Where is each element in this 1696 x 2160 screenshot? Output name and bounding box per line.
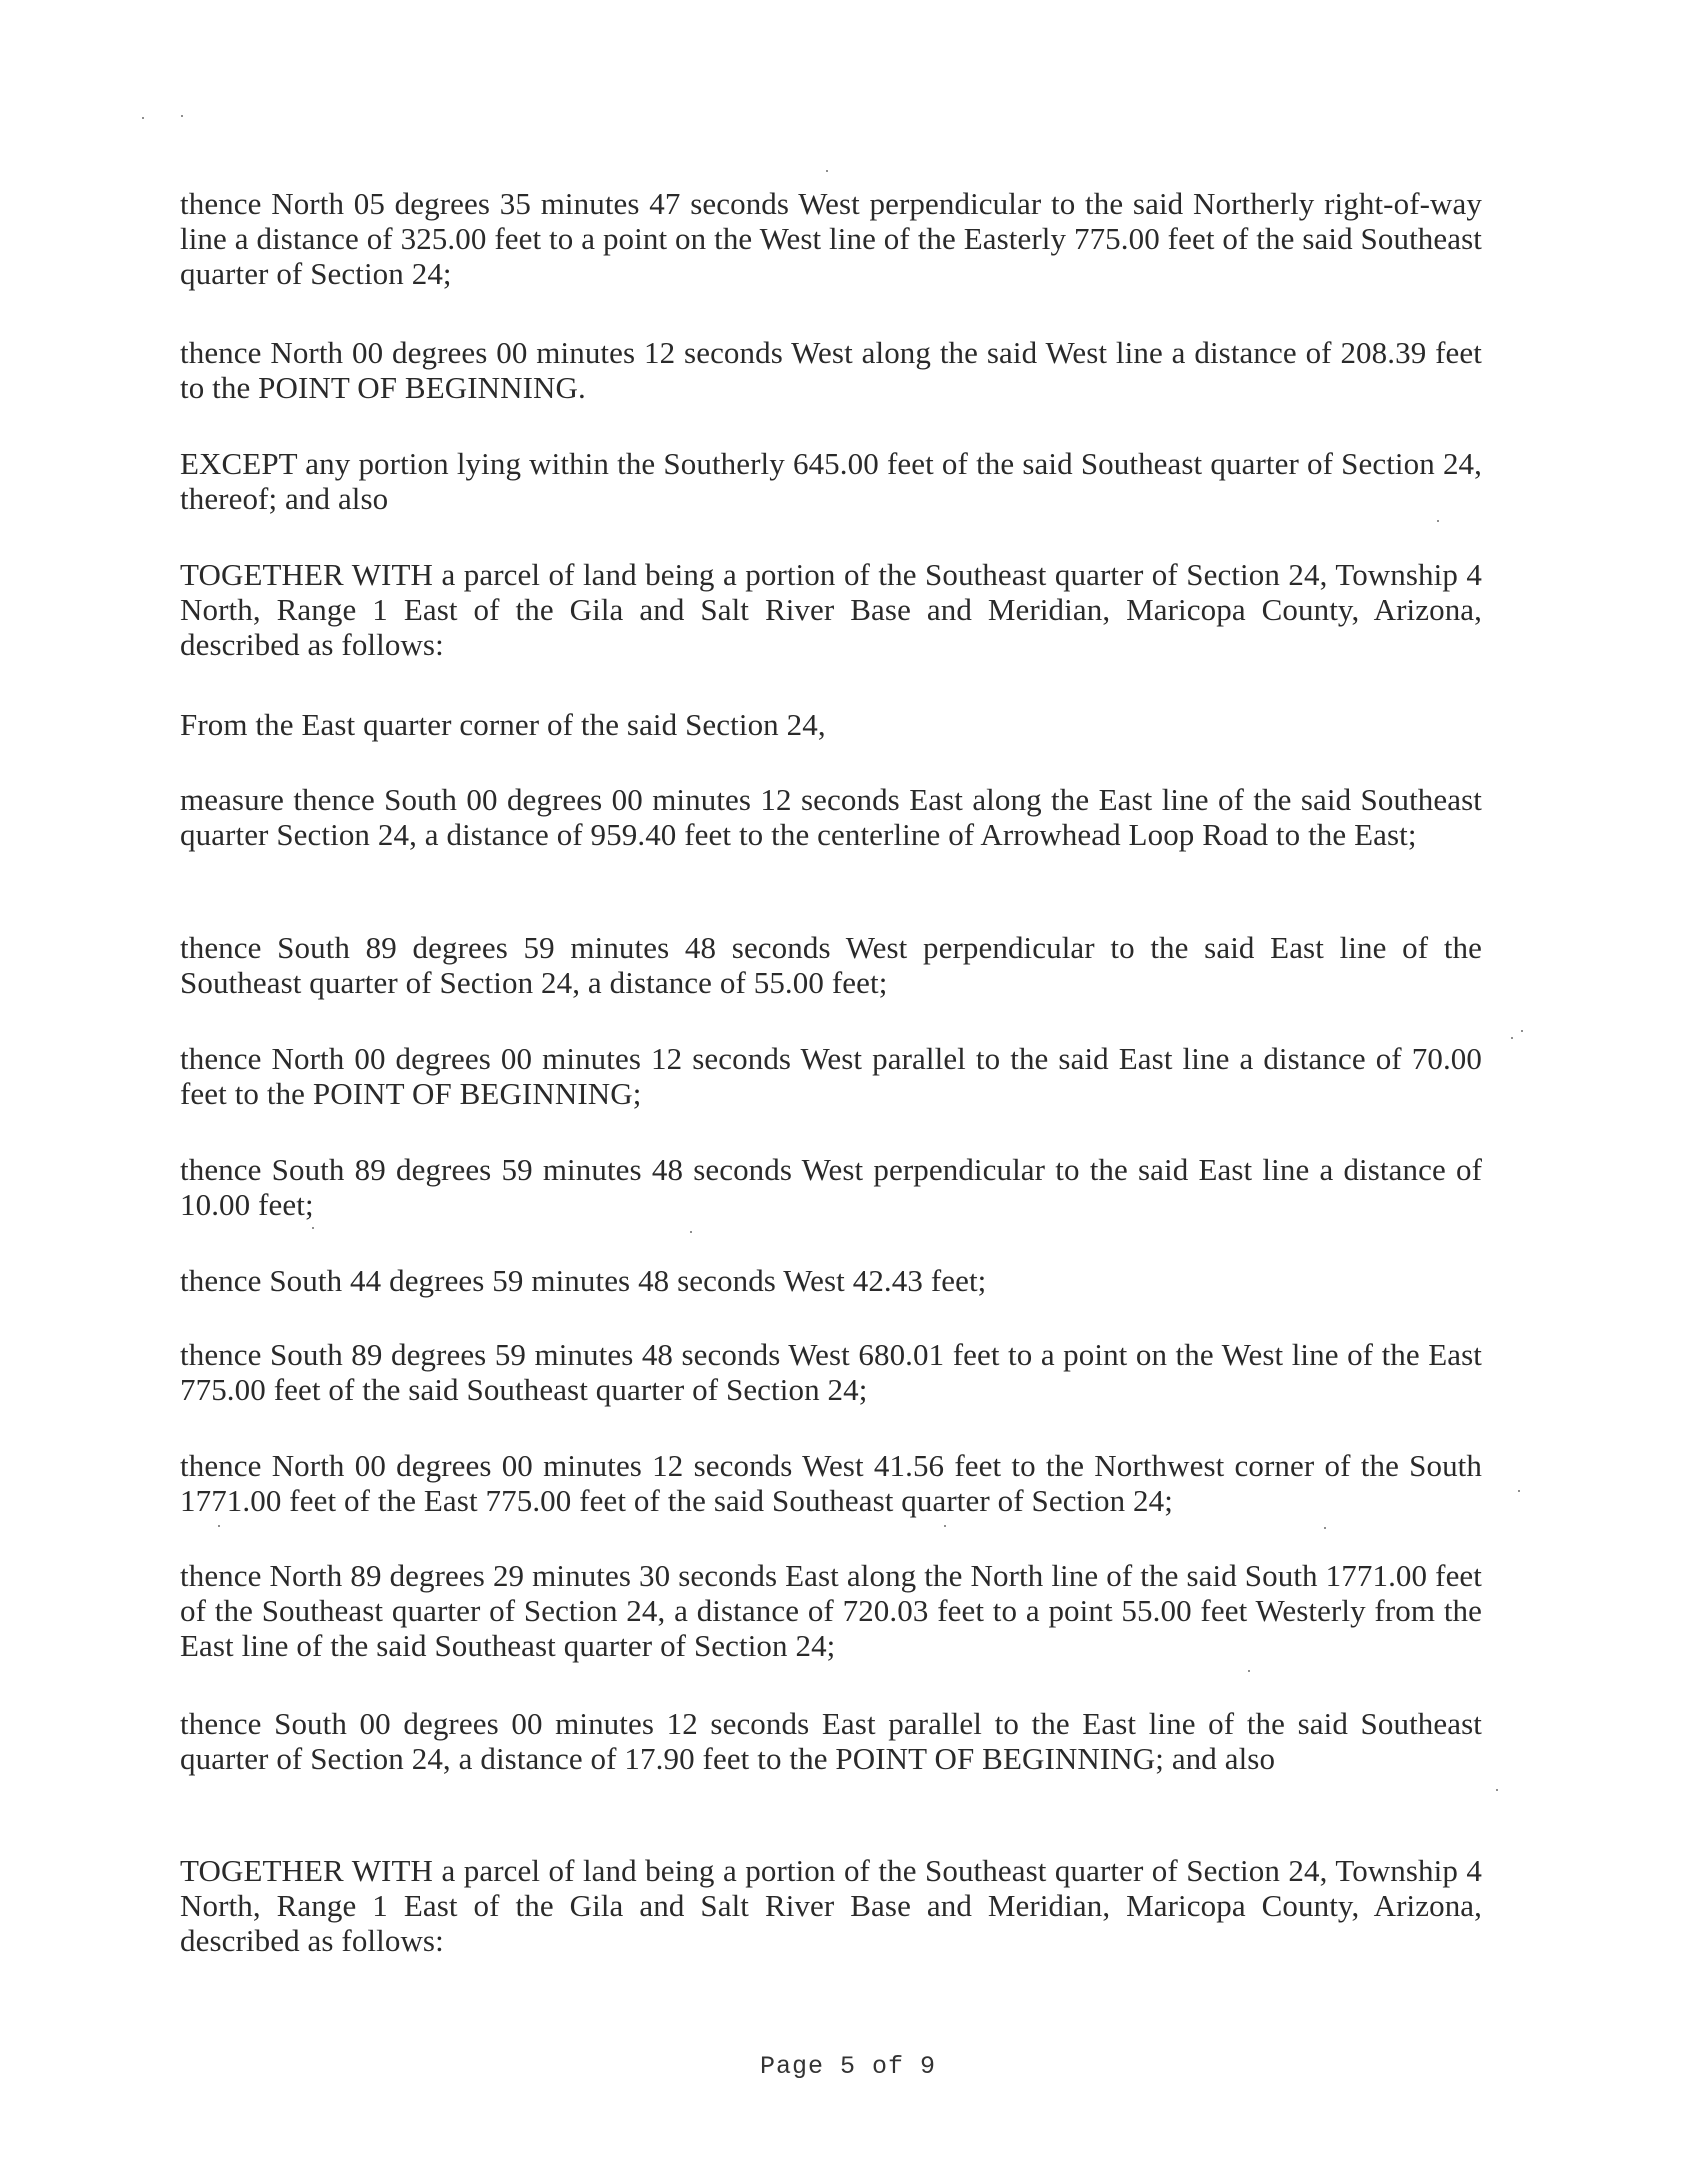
scan-speck — [218, 1525, 220, 1527]
scan-speck — [312, 1227, 314, 1229]
scan-speck — [690, 1231, 692, 1233]
legal-paragraph: TOGETHER WITH a parcel of land being a portion of the Southeast quarter of Section 24, Township 4 North, Range 1 East of the Gila and Salt River Base and Meridian, Maricopa County, Arizona, described as follows: — [180, 557, 1482, 662]
legal-paragraph: thence North 00 degrees 00 minutes 12 seconds West 41.56 feet to the Northwest corner of the South 1771.00 feet of the East 775.00 feet of the said Southeast quarter of Section 24; — [180, 1448, 1482, 1518]
legal-paragraph: thence South 44 degrees 59 minutes 48 seconds West 42.43 feet; — [180, 1263, 987, 1298]
scan-speck — [1511, 1037, 1513, 1039]
legal-paragraph: thence North 89 degrees 29 minutes 30 seconds East along the North line of the said South 1771.00 feet of the Southeast quarter of Section 24, a distance of 720.03 feet to a point 55.00 feet Westerly from the East line of the said Southeast quarter of Section 24; — [180, 1558, 1482, 1663]
scan-speck — [1518, 1490, 1520, 1492]
scan-speck — [181, 115, 183, 117]
page-number-footer: Page 5 of 9 — [759, 2052, 937, 2081]
legal-paragraph: From the East quarter corner of the said Section 24, — [180, 707, 826, 742]
scan-speck — [944, 1525, 946, 1527]
legal-paragraph: thence South 89 degrees 59 minutes 48 seconds West 680.01 feet to a point on the West line of the East 775.00 feet of the said Southeast quarter of Section 24; — [180, 1337, 1482, 1407]
legal-paragraph: thence South 89 degrees 59 minutes 48 seconds West perpendicular to the said East line of the Southeast quarter of Section 24, a distance of 55.00 feet; — [180, 930, 1482, 1000]
legal-paragraph: TOGETHER WITH a parcel of land being a portion of the Southeast quarter of Section 24, Township 4 North, Range 1 East of the Gila and Salt River Base and Meridian, Maricopa County, Arizona, described as follows: — [180, 1853, 1482, 1958]
legal-paragraph: thence North 00 degrees 00 minutes 12 seconds West along the said West line a distance of 208.39 feet to the POINT OF BEGINNING. — [180, 335, 1482, 405]
scan-speck — [1437, 520, 1439, 522]
scan-speck — [1324, 1527, 1326, 1529]
legal-paragraph: thence North 00 degrees 00 minutes 12 seconds West parallel to the said East line a distance of 70.00 feet to the POINT OF BEGINNING; — [180, 1041, 1482, 1111]
legal-paragraph: thence North 05 degrees 35 minutes 47 seconds West perpendicular to the said Northerly right-of-way line a distance of 325.00 feet to a point on the West line of the Easterly 775.00 feet of the said Southeast quarter of Section 24; — [180, 186, 1482, 291]
scan-speck — [826, 170, 828, 172]
scan-speck — [1496, 1789, 1498, 1791]
legal-paragraph: thence South 00 degrees 00 minutes 12 seconds East parallel to the East line of the said Southeast quarter of Section 24, a distance of 17.90 feet to the POINT OF BEGINNING; and also — [180, 1706, 1482, 1776]
scan-speck — [1248, 1670, 1250, 1672]
legal-paragraph: EXCEPT any portion lying within the Southerly 645.00 feet of the said Southeast quarter of Section 24, thereof; and also — [180, 446, 1482, 516]
legal-paragraph: measure thence South 00 degrees 00 minutes 12 seconds East along the East line of the said Southeast quarter Section 24, a distance of 959.40 feet to the centerline of Arrowhead Loop Road to the East; — [180, 782, 1482, 852]
scan-speck — [142, 117, 144, 119]
scan-speck — [1521, 1030, 1523, 1032]
legal-paragraph: thence South 89 degrees 59 minutes 48 seconds West perpendicular to the said East line a distance of 10.00 feet; — [180, 1152, 1482, 1222]
